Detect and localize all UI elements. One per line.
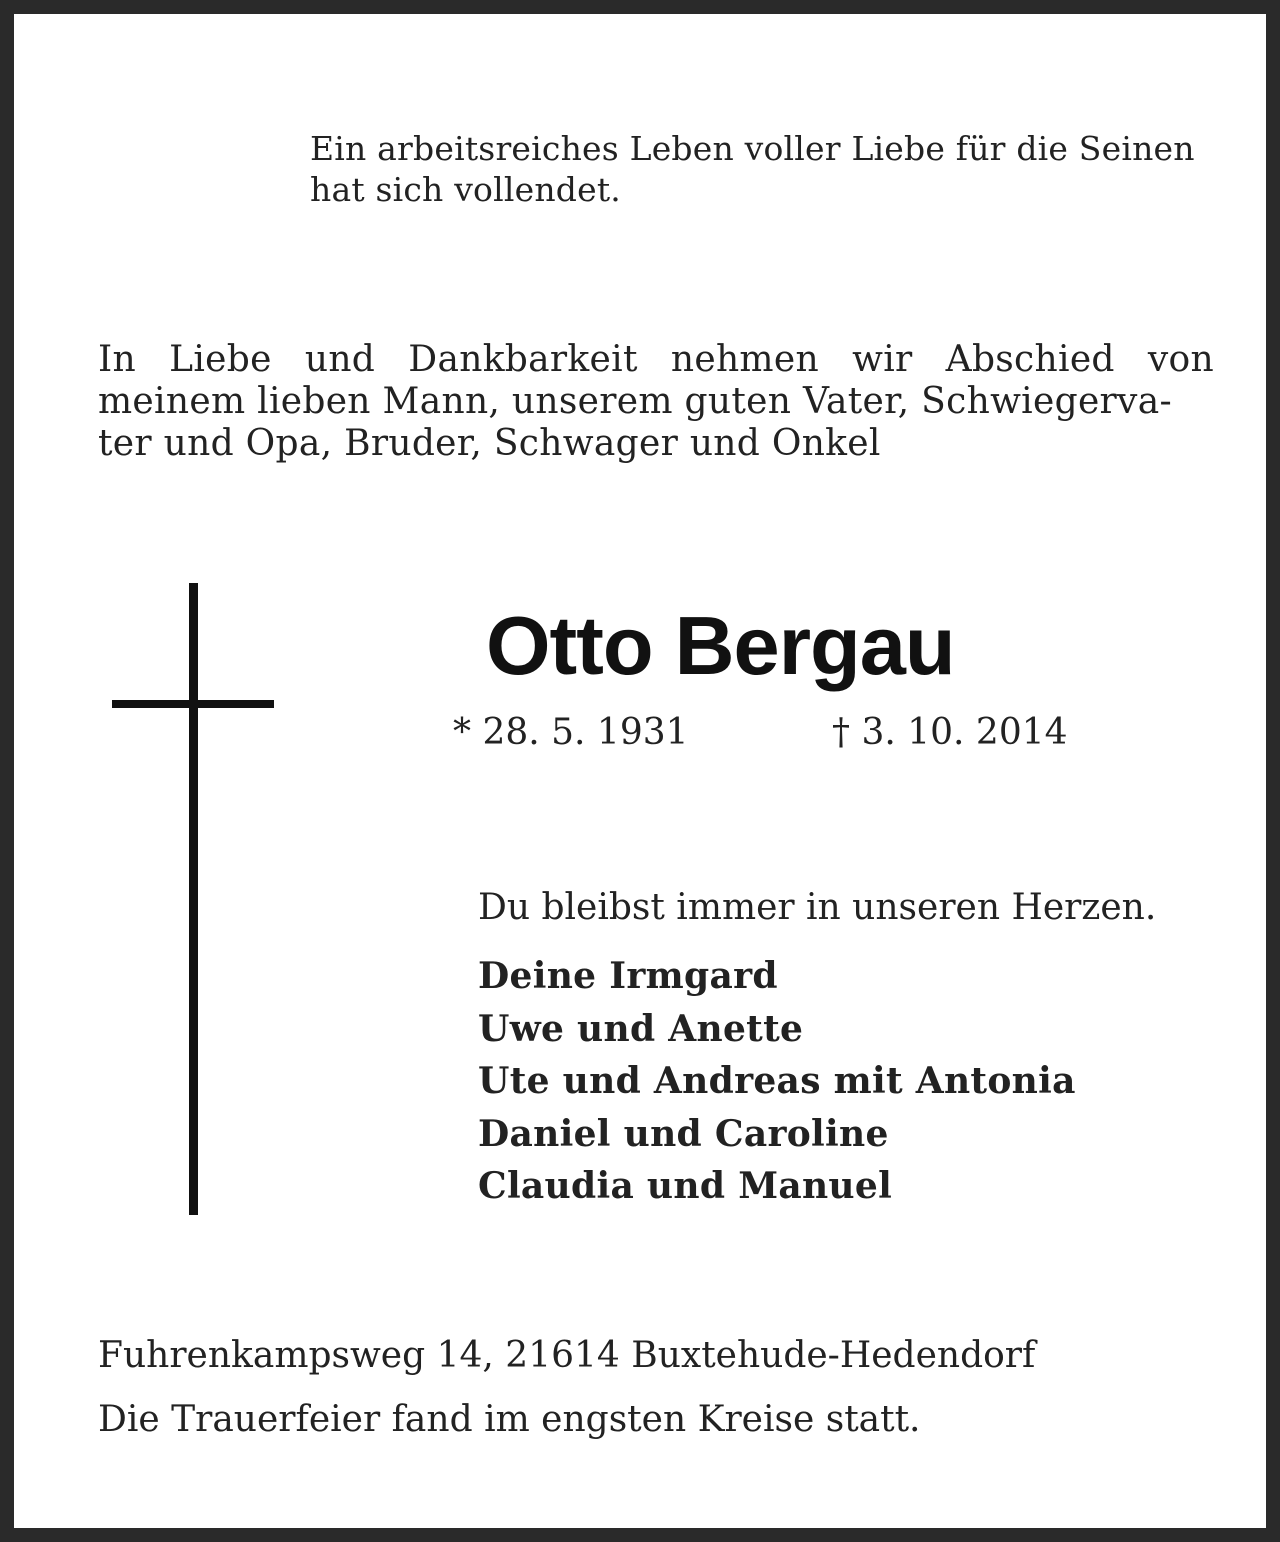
death-date: † 3. 10. 2014	[832, 712, 1068, 753]
mourner-item: Ute und Andreas mit Antonia	[478, 1060, 1076, 1102]
address-text: Fuhrenkampsweg 14, 21614 Buxtehude-Hedendorf	[98, 1335, 1036, 1376]
deceased-name: Otto Bergau	[486, 599, 955, 692]
birth-date: * 28. 5. 1931	[453, 712, 689, 753]
mourner-item: Claudia und Manuel	[478, 1165, 893, 1207]
motto-line-2: hat sich vollendet.	[310, 170, 621, 209]
intro-line-1: In Liebe und Dankbarkeit nehmen wir Abschied von	[98, 339, 1214, 380]
farewell-text: Du bleibst immer in unseren Herzen.	[478, 887, 1157, 928]
mourners-list	[478, 950, 1076, 1213]
cross-horizontal-bar	[112, 700, 274, 708]
mourner-item: Uwe und Anette	[478, 1007, 804, 1050]
ceremony-note: Die Trauerfeier fand im engsten Kreise statt.	[98, 1399, 921, 1440]
intro-line-2: meinem lieben Mann, unserem guten Vater, Schwiegerva-	[98, 381, 1172, 422]
motto-line-1: Ein arbeitsreiches Leben voller Liebe für die Seinen	[310, 129, 1195, 168]
mourner-item: Deine Irmgard	[478, 955, 778, 997]
intro-line-3: ter und Opa, Bruder, Schwager und Onkel	[98, 423, 881, 464]
intro-text	[98, 339, 1214, 465]
motto-text	[310, 128, 1220, 210]
mourner-item: Daniel und Caroline	[478, 1112, 889, 1155]
cross-vertical-bar	[189, 583, 198, 1215]
